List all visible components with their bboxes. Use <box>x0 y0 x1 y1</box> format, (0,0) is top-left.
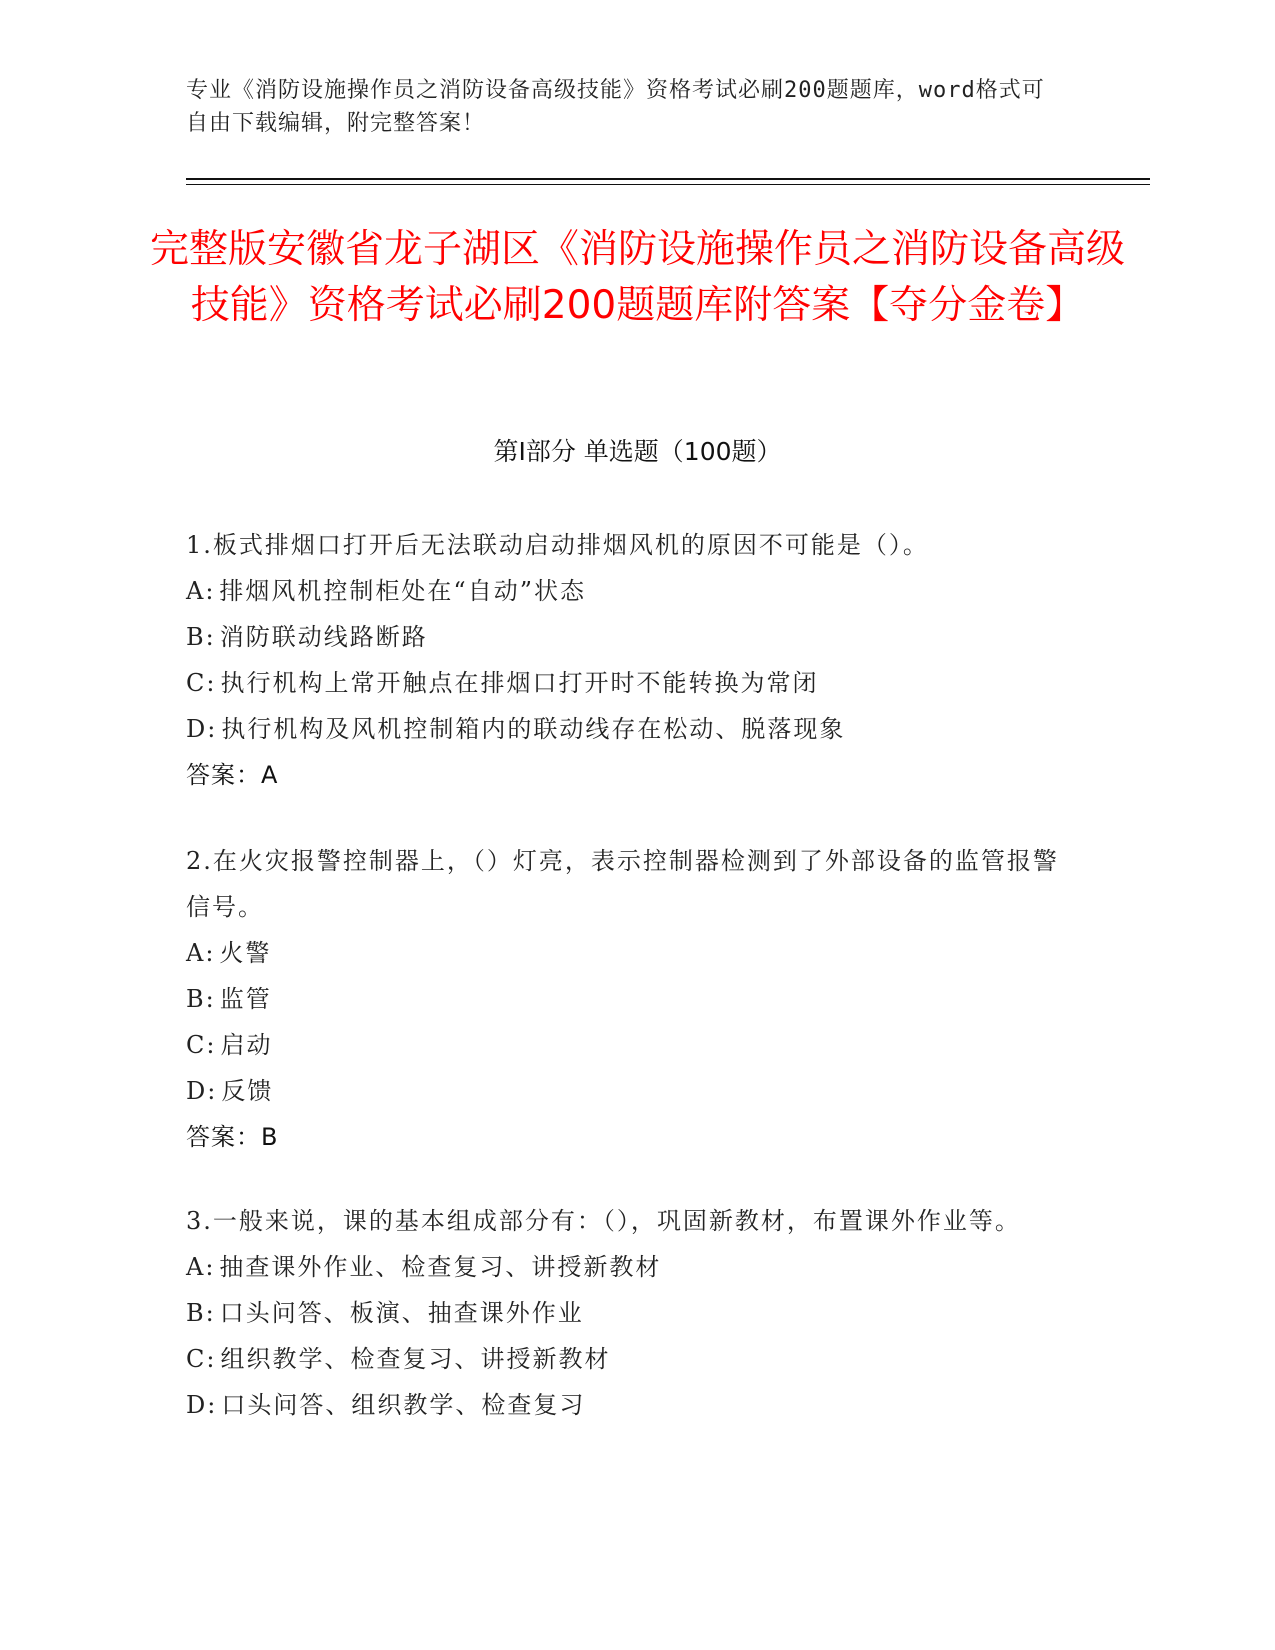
option-letter: D: <box>186 1077 218 1105</box>
option-text: 抽查课外作业、检查复习、讲授新教材 <box>219 1253 662 1281</box>
option-a <box>186 930 1066 976</box>
question-3 <box>186 1198 1066 1428</box>
question-stem: 2.在火灾报警控制器上，（）灯亮，表示控制器检测到了外部设备的监管报警信号。 <box>186 847 1059 921</box>
option-letter: D: <box>186 1391 218 1419</box>
option-text: 监管 <box>219 985 272 1013</box>
header-note: 专业《消防设施操作员之消防设备高级技能》资格考试必刷200题题库，word格式可自由下载编辑，附完整答案！ <box>186 78 1045 136</box>
option-letter: A: <box>186 939 216 967</box>
option-c <box>186 1336 1066 1382</box>
option-letter: C: <box>186 669 217 697</box>
option-d <box>186 706 1066 752</box>
answer-label: 答案： <box>186 1123 261 1151</box>
document-title: 完整版安徽省龙子湖区《消防设施操作员之消防设备高级技能》资格考试必刷200题题库附答案【夺分金卷】 <box>150 227 1126 328</box>
option-text: 口头问答、板演、抽查课外作业 <box>219 1299 584 1327</box>
option-letter: C: <box>186 1345 217 1373</box>
answer-label: 答案： <box>186 761 261 789</box>
option-a <box>186 568 1066 614</box>
question-stem: 1.板式排烟口打开后无法联动启动排烟风机的原因不可能是（）。 <box>186 531 929 559</box>
option-letter: B: <box>186 623 216 651</box>
option-text: 执行机构上常开触点在排烟口打开时不能转换为常闭 <box>220 669 819 697</box>
option-text: 火警 <box>219 939 272 967</box>
option-text: 执行机构及风机控制箱内的联动线存在松动、脱落现象 <box>221 715 846 743</box>
option-letter: B: <box>186 985 216 1013</box>
option-text: 反馈 <box>221 1077 274 1105</box>
option-letter: C: <box>186 1031 217 1059</box>
option-text: 排烟风机控制柜处在“自动”状态 <box>219 577 586 605</box>
answer-value: A <box>261 761 279 789</box>
question-1 <box>186 522 1066 798</box>
option-letter: B: <box>186 1299 216 1327</box>
option-d <box>186 1382 1066 1428</box>
option-text: 消防联动线路断路 <box>219 623 428 651</box>
option-letter: D: <box>186 715 218 743</box>
answer-line <box>186 1114 1066 1160</box>
option-b <box>186 976 1066 1022</box>
answer-value: B <box>261 1123 279 1151</box>
option-d <box>186 1068 1066 1114</box>
option-b <box>186 1290 1066 1336</box>
section-title: 第I部分 单选题（100题） <box>493 437 782 466</box>
option-text: 启动 <box>220 1031 273 1059</box>
question-stem: 3.一般来说，课的基本组成部分有：（），巩固新教材，布置课外作业等。 <box>186 1207 1021 1235</box>
header-rule-thin <box>186 184 1150 185</box>
answer-line <box>186 752 1066 798</box>
question-2 <box>186 838 1066 1160</box>
option-text: 组织教学、检查复习、讲授新教材 <box>220 1345 611 1373</box>
option-b <box>186 614 1066 660</box>
option-text: 口头问答、组织教学、检查复习 <box>221 1391 586 1419</box>
option-letter: A: <box>186 1253 216 1281</box>
option-letter: A: <box>186 577 216 605</box>
option-c <box>186 1022 1066 1068</box>
option-a <box>186 1244 1066 1290</box>
header-rule-thick <box>186 178 1150 180</box>
option-c <box>186 660 1066 706</box>
